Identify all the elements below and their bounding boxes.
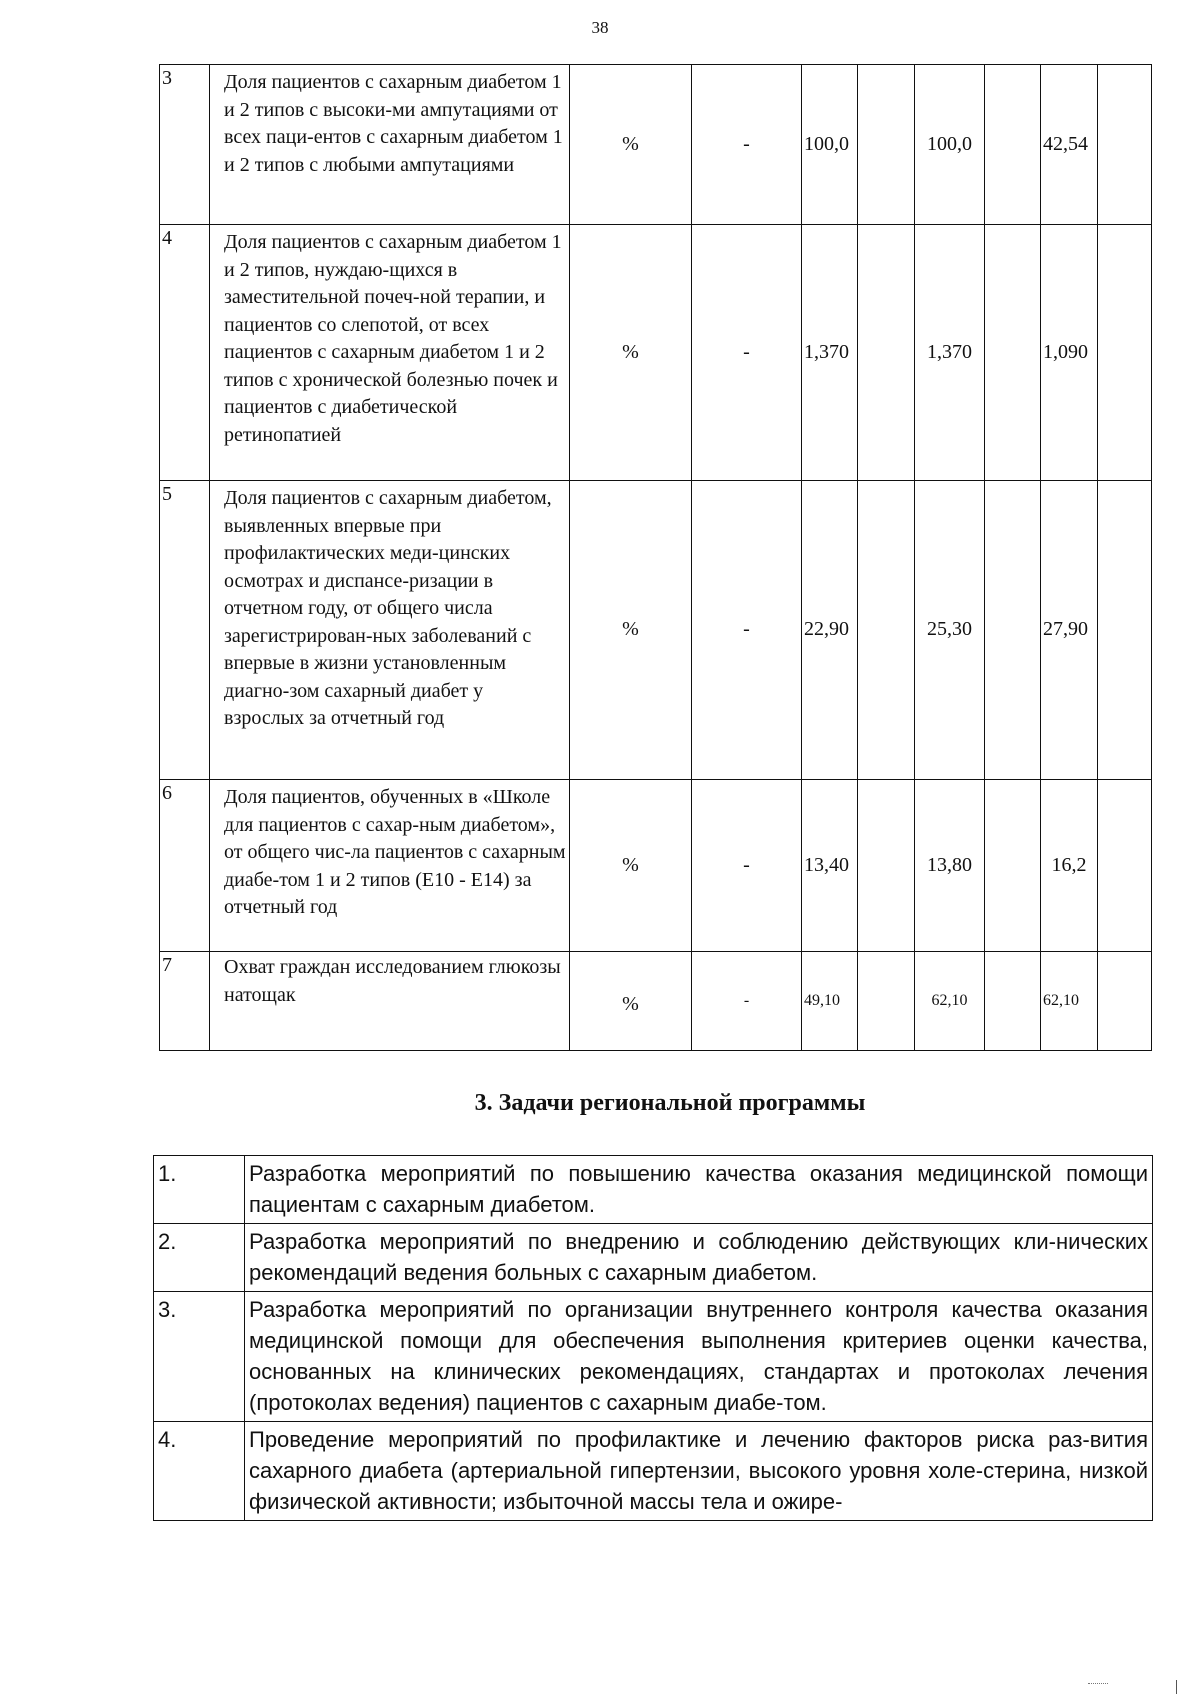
table-row [154,1224,1153,1292]
table-row [154,1292,1153,1422]
table-row [160,225,1152,481]
indicator-unit: % [570,225,692,481]
row-number: 6 [160,780,210,952]
empty-cell [1098,952,1152,1051]
indicator-value-year-5: 1,090 [1041,225,1098,481]
indicator-value-year-1: 13,40 [802,780,858,952]
indicator-value-year-3: 62,10 [915,952,985,1051]
indicator-value-year-3: 13,80 [915,780,985,952]
task-text: Проведение мероприятий по профилактике и лечению факторов риска раз-вития сахарного диабета (артериальной гипертензии, высокого уровня холе-стерина, низкой физической активности; избыточной массы тела и ожире- [245,1422,1153,1521]
indicator-base-value: - [692,780,802,952]
indicator-name: Доля пациентов, обученных в «Школе для пациентов с сахар-ным диабетом», от общего чис-ла пациентов с сахарным диабе-том 1 и 2 типов (Е10 - Е14) за отчетный год [210,780,570,952]
indicator-name: Охват граждан исследованием глюкозы натощак [210,952,570,1051]
empty-cell [858,65,915,225]
indicator-value-year-5: 62,10 [1041,952,1098,1051]
indicator-value-year-5: 27,90 [1041,481,1098,780]
indicator-base-value: - [692,225,802,481]
page-number: 38 [591,18,609,37]
section-heading [0,1090,1200,1117]
row-number: 5 [160,481,210,780]
table-row [160,65,1152,225]
empty-cell [858,225,915,481]
indicator-base-value: - [692,65,802,225]
task-number: 3. [154,1292,245,1422]
indicator-unit: % [570,65,692,225]
row-number: 7 [160,952,210,1051]
empty-cell [858,481,915,780]
indicator-name: Доля пациентов с сахарным диабетом 1 и 2 типов с высоки-ми ампутациями от всех паци-ентов с сахарным диабетом 1 и 2 типов с любыми ампутациями [210,65,570,225]
empty-cell [985,952,1041,1051]
row-number: 3 [160,65,210,225]
indicator-value-year-1: 1,370 [802,225,858,481]
scan-artifact [1088,1683,1108,1690]
indicator-value-year-1: 22,90 [802,481,858,780]
indicator-value-year-3: 25,30 [915,481,985,780]
task-text: Разработка мероприятий по повышению качества оказания медицинской помощи пациентам с сахарным диабетом. [245,1156,1153,1224]
indicator-unit: % [570,481,692,780]
scan-artifact [1176,1680,1177,1694]
indicator-unit: % [570,952,692,1051]
table-row [154,1156,1153,1224]
indicator-unit: % [570,780,692,952]
indicator-value-year-5: 16,2 [1041,780,1098,952]
indicator-name: Доля пациентов с сахарным диабетом 1 и 2 типов, нуждаю-щихся в заместительной почеч-ной терапии, и пациентов со слепотой, от всех пациентов с сахарным диабетом 1 и 2 типов с хронической болезнью почек и пациентов с диабетической ретинопатией [210,225,570,481]
task-text: Разработка мероприятий по организации внутреннего контроля качества оказания медицинской помощи для обеспечения выполнения критериев оценки качества, основанных на клинических рекомендациях, стандартах и протоколах лечения (протоколах ведения) пациентов с сахарным диабе-том. [245,1292,1153,1422]
empty-cell [1098,65,1152,225]
empty-cell [858,780,915,952]
task-text: Разработка мероприятий по внедрению и соблюдению действующих кли-нических рекомендаций ведения больных с сахарным диабетом. [245,1224,1153,1292]
indicator-name: Доля пациентов с сахарным диабетом, выявленных впервые при профилактических меди-цинских осмотрах и диспансе-ризации в отчетном году, от общего числа зарегистрирован-ных заболеваний с впервые в жизни установленным диагно-зом сахарный диабет у взрослых за отчетный год [210,481,570,780]
empty-cell [1098,481,1152,780]
table-row [160,952,1152,1051]
section-title: 3. Задачи региональной программы [474,1090,866,1116]
task-number: 4. [154,1422,245,1521]
empty-cell [985,65,1041,225]
empty-cell [858,952,915,1051]
table-row [160,780,1152,952]
indicator-base-value: - [692,481,802,780]
table-row [154,1422,1153,1521]
indicator-value-year-3: 1,370 [915,225,985,481]
indicator-base-value: - [692,952,802,1051]
empty-cell [985,225,1041,481]
task-number: 1. [154,1156,245,1224]
empty-cell [985,481,1041,780]
indicator-value-year-1: 100,0 [802,65,858,225]
table-row [160,481,1152,780]
empty-cell [1098,225,1152,481]
indicator-value-year-1: 49,10 [802,952,858,1051]
indicator-value-year-3: 100,0 [915,65,985,225]
empty-cell [1098,780,1152,952]
indicator-value-year-5: 42,54 [1041,65,1098,225]
tasks-table [153,1155,1153,1521]
row-number: 4 [160,225,210,481]
empty-cell [985,780,1041,952]
task-number: 2. [154,1224,245,1292]
indicators-table [159,64,1152,1051]
